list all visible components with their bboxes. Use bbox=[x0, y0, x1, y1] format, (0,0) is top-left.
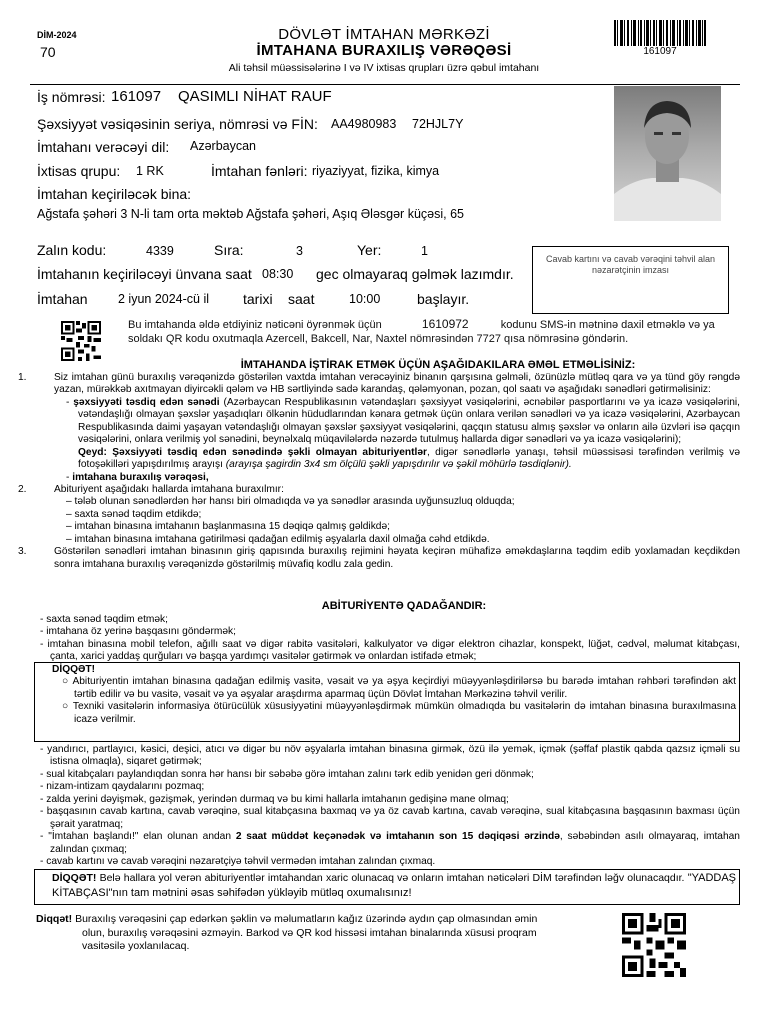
prohibited-item: - "İmtahan başlandı!" elan olunan andan 2 saat müddət keçənədək və imtahanın son 15 dəqiqəsi ərzində, səbəbindən asılı olmayaraq, imtahan zalından çıxmaq; bbox=[40, 831, 740, 855]
arrival-suffix: gec olmayaraq gəlmək lazımdır. bbox=[316, 266, 514, 282]
organization-title: DÖVLƏT İMTAHAN MƏRKƏZİ bbox=[278, 26, 490, 43]
building-label: İmtahan keçiriləcək bina: bbox=[37, 186, 192, 202]
sms-text-start: Bu imtahanda əldə etdiyiniz nəticəni öyrənmək üçün bbox=[128, 319, 382, 331]
prohibited-item: - imtahana öz yerinə başqasını göndərmək; bbox=[40, 626, 236, 638]
prohibited-item: - nizam-intizam qaydalarını pozmaq; bbox=[40, 781, 205, 793]
hall-code-label: Zalın kodu: bbox=[37, 242, 107, 258]
signature-box: Cavab kartını və cavab vərəqini təhvil alan nəzarətçinin imzası bbox=[532, 246, 729, 314]
place-number: 1 bbox=[421, 244, 428, 258]
language-label: İmtahanı verəcəyi dil: bbox=[37, 139, 170, 155]
sms-text-end: kodunu SMS-in mətninə daxil etməklə və ya soldakı QR kodu oxutmaqla Azercell, Bakcell, Nar, Naxtel nömrəsindən 7727 qısa nömrəsinə göndərin. bbox=[128, 319, 715, 346]
document-subtitle: Ali təhsil müəssisələrinə I və IV ixtisas qrupları üzrə qəbul imtahanı bbox=[228, 62, 540, 74]
rule-2c: – imtahan binasına imtahanın başlanmasına 15 dəqiqə qalmış gəldikdə; bbox=[66, 521, 390, 533]
document-title: İMTAHANA BURAXILIŞ VƏRƏQƏSİ bbox=[256, 42, 512, 59]
rule-2a: – tələb olunan sənədlərdən hər hansı biri olmadıqda və ya sənədlər arasında uyğunsuzluq olduqda; bbox=[66, 496, 515, 508]
start-label: başlayır. bbox=[417, 291, 470, 307]
form-number: 70 bbox=[40, 44, 56, 60]
warning-item: ○ Texniki vasitələrin informasiya ötürücülük xüsusiyyətini müəyyənləşdirmək mümkün olmadıqda bu vasitələrin də imtahan binasına buraxılmasına icazə verilmir. bbox=[62, 701, 736, 725]
place-label: Yer: bbox=[357, 242, 382, 258]
rule-1b: - imtahana buraxılış vərəqəsi, bbox=[66, 471, 209, 483]
prohibited-item: - zalda yerini dəyişmək, gəzişmək, yerindən durmaq və bu kimi hallarla imtahanın gedişinə mane olmaq; bbox=[40, 793, 509, 805]
date-label: tarixi bbox=[243, 291, 273, 307]
final-warning-title: DİQQƏT! bbox=[52, 872, 97, 884]
specialty-group: 1 RK bbox=[136, 164, 164, 178]
form-code: DİM-2024 bbox=[37, 30, 77, 40]
exam-building: Ağstafa şəhəri 3 N-li tam orta məktəb Ağstafa şəhəri, Aşıq Ələsgər küçəsi, 65 bbox=[37, 207, 464, 221]
prohibited-heading: ABİTURİYENTƏ QADAĞANDIR: bbox=[321, 600, 487, 612]
rules-list bbox=[18, 372, 740, 571]
candidate-photo bbox=[614, 86, 721, 221]
subjects-label: İmtahan fənləri: bbox=[211, 163, 308, 179]
prohibited-item: - başqasının cavab kartına, cavab vərəqinə, sual kitabçasına baxmaq və ya öz cavab kartına, cavab vərəqinə, sual kitabçasına başqasının baxması üçün şərait yaratmaq; bbox=[40, 806, 740, 830]
qr-code-icon bbox=[60, 321, 102, 361]
sms-code: 1610972 bbox=[421, 317, 469, 331]
footer-note: Diqqət! Buraxılış vərəqəsini çap edərkən şəklin və məlumatların kağız üzərində aydın çap olmasından əmin olun, buraxılış vərəqəsini əzməyin. Barkod və QR kod hissəsi imtahan binalarında xüsusi proqram vasitəsilə yoxlanılacaq. bbox=[36, 913, 538, 953]
arrival-label: İmtahanın keçiriləcəyi ünvana saat bbox=[37, 266, 252, 282]
fin-code: 72HJL7Y bbox=[412, 117, 464, 131]
prohibited-item: - cavab kartını və cavab vərəqini nəzarətçiyə təhvil vermədən imtahan zalından çıxmaq. bbox=[40, 855, 436, 867]
rule-number: 2. bbox=[18, 483, 27, 495]
prohibited-list-2 bbox=[40, 744, 740, 868]
rule-2d: – imtahan binasına imtahana gətirilməsi qadağan edilmiş əşyalarla daxil olmağa cəhd etdikdə. bbox=[66, 533, 490, 545]
barcode-icon bbox=[614, 20, 706, 46]
prohibited-item: - sual kitabçaları paylandıqdan sonra hər hansı bir səbəbə görə imtahan zalını tərk edib yenidən geri dönmək; bbox=[40, 768, 534, 780]
hour-label: saat bbox=[288, 291, 315, 307]
rule-1a-note: Qeyd: Şəxsiyyəti təsdiq edən sənədində şəkli olmayan abituriyentlər, digər sənədlərlə yanaşı, təhsil müəssisəsi tərəfindən verilmiş və fotoşəkilləri yapışdırılmış arayışı (arayışa şagirdin 3x4 sm ölçülü şəkli yapışdırılır və şəkil möhürlə təsdiqlənir). bbox=[78, 446, 740, 471]
exam-label: İmtahan bbox=[37, 291, 88, 307]
group-label: İxtisas qrupu: bbox=[37, 163, 121, 179]
footer-title: Diqqət! bbox=[36, 913, 73, 925]
exam-language: Azərbaycan bbox=[190, 139, 257, 153]
id-label: Şəxsiyyət vəsiqəsinin seriya, nömrəsi və FİN: bbox=[37, 116, 318, 132]
case-number: 161097 bbox=[111, 88, 162, 105]
rules-heading: İMTAHANDA İŞTİRAK ETMƏK ÜÇÜN AŞAĞIDAKILARA ƏMƏL ETMƏLİSİNİZ: bbox=[240, 359, 636, 371]
prohibited-item: - saxta sənəd təqdim etmək; bbox=[40, 614, 168, 625]
prohibited-list bbox=[40, 614, 740, 664]
candidate-name: QASIMLI NİHAT RAUF bbox=[178, 88, 332, 105]
hall-code: 4339 bbox=[146, 244, 174, 258]
row-number: 3 bbox=[296, 244, 303, 258]
rule-2: 2. Abituriyent aşağıdakı hallarda imtahana buraxılmır: bbox=[18, 483, 284, 495]
rule-number: 1. bbox=[18, 372, 27, 383]
row-label: Sıra: bbox=[214, 242, 244, 258]
case-number-label: İş nömrəsi: bbox=[37, 89, 106, 105]
warning-content bbox=[52, 664, 736, 726]
qr-code-large-icon bbox=[620, 913, 688, 977]
rule-2b: – saxta sənəd təqdim etdikdə; bbox=[66, 508, 202, 520]
rule-1: 1. Siz imtahan günü buraxılış vərəqənizdə göstərilən vaxtda imtahan verəcəyiniz binanın qarşısına gəlməli, özünüzlə mütləq qara və ya tünd göy rəngdə yazan, mürəkkəb axıtmayan diyircəkli qələm və HB sərtliyində sadə karandaş, qələmyonan, pozan, qol saatı və aşağıdakı sənədləri gətirməlisiniz: bbox=[18, 372, 740, 396]
exam-subjects: riyaziyyat, fizika, kimya bbox=[312, 164, 440, 178]
rule-3: 3. Göstərilən sənədləri imtahan binasının giriş qapısında buraxılış rejimini həyata keçirən mühafizə əməkdaşlarına təqdim edib yoxlamadan keçdikdən sonra imtahana buraxılış vərəqənizdə göstərilmiş müvafiq kodlu zala gedin. bbox=[18, 546, 740, 570]
rule-1a: - şəxsiyyəti təsdiq edən sənədi (Azərbaycan Respublikasının vətəndaşları şəxsiyyət vəsiqələrini, əcnəbilər pasportlarını və ya icazə vəsiqələrini, vətəndaşlığı olmayan şəxslər yaşadıqları ölkənin hüdudlarından kənara getmək üçün onlara verilən sənədləri və ya icazə vəsiqələrini, Azərbaycan Respublikasında daimi yaşayan vətəndaşlığı olmayan şəxslər şəxsiyyət vəsiqələrini, qaçqın statusu almış şəxslər və onların ailə üzvləri isə qaçqın vəsiqələrini, onlara verilmiş yol sənədini, beynəlxalq müqavilələrdə nəzərdə tutulmuş hallarda digər sənədləri və ya icazə vəsiqələrini); bbox=[66, 396, 740, 446]
arrival-time: 08:30 bbox=[262, 267, 294, 281]
header-divider bbox=[30, 84, 740, 85]
prohibited-item: - yandırıcı, partlayıcı, kəsici, deşici, atıcı və digər bu növ əşyalarla imtahan binasına girmək, özü ilə yemək, içmək (şəffaf plastik qabda qazsız içməli su istisna olmaqla), siqaret gətirmək; bbox=[40, 744, 740, 768]
id-number: AA4980983 bbox=[331, 117, 397, 131]
rule-number: 3. bbox=[18, 546, 27, 558]
final-warning: DİQQƏT! Belə hallara yol verən abituriyentlər imtahandan xaric olunacaq və onların imtahan nəticələri DİM tərəfindən ləğv olunacaqdır. "YADDAŞ KİTABÇASI"nın tam mətnini əsas səhifədən yükləyib mütləq oxumalısınız! bbox=[52, 872, 737, 899]
prohibited-item: - imtahan binasına mobil telefon, ağıllı saat və digər rabitə vasitələri, kalkulyator və digər elektron cihazlar, konspekt, lüğət, cədvəl, məlumat kitabçası, çanta, xarici yaddaş qurğuları və başqa yardımçı vasitələr gətirmək və onlardan istifadə etmək; bbox=[40, 638, 740, 663]
exam-date: 2 iyun 2024-cü il bbox=[118, 292, 210, 306]
barcode-number: 161097 bbox=[643, 46, 677, 57]
sms-instructions bbox=[128, 317, 728, 346]
exam-time: 10:00 bbox=[349, 292, 381, 306]
warning-title: DİQQƏT! bbox=[52, 664, 96, 675]
warning-item: ○ Abituriyentin imtahan binasına qadağan edilmiş vasitə, vəsait və ya əşya keçirdiyi müəyyənləşdirilərsə bu barədə imtahan rəhbəri tərəfindən akt tərtib edilir və bu vasitə, vəsait və ya əşyalar araşdırma aparmaq üçün Dövlət İmtahan Mərkəzinə təhvil verilir. bbox=[62, 676, 736, 700]
